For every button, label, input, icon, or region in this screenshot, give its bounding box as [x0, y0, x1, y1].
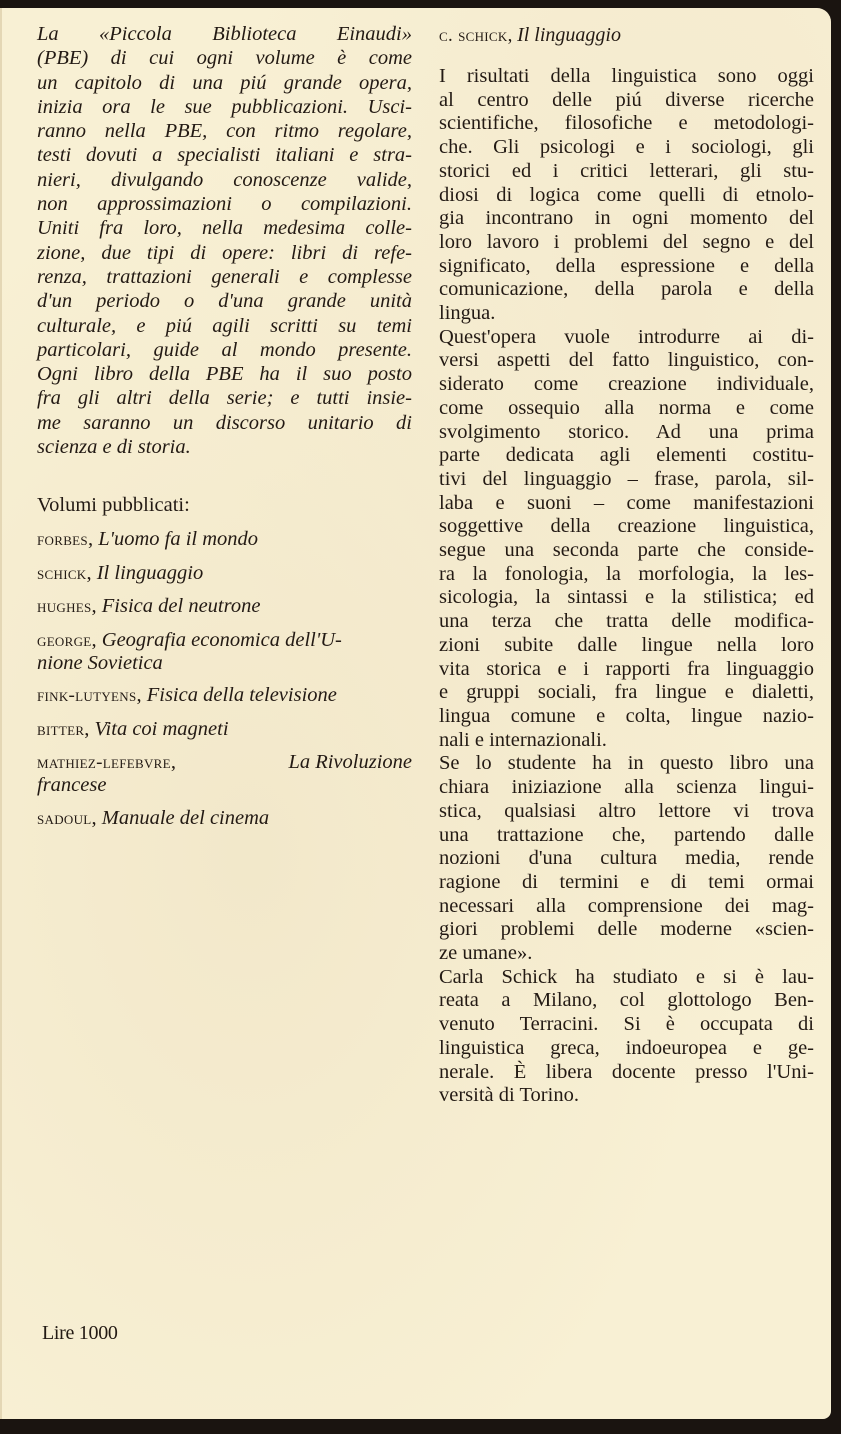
description-line: Carla Schick ha studiato e si è lau- [439, 965, 814, 988]
description-line: nerale. È libera docente presso l'Uni- [439, 1060, 814, 1083]
book-header: c. schick, Il linguaggio [439, 24, 621, 46]
intro-line: d'un periodo o d'una grande unità [37, 290, 412, 313]
intro-line: non approssimazioni o compilazioni. [37, 193, 412, 216]
book-back-cover [0, 8, 831, 1419]
volume-title: Manuale del cinema [101, 806, 270, 829]
intro-line: Ogni libro della PBE ha il suo posto [37, 363, 412, 386]
intro-line: (PBE) di cui ogni volume è come [37, 47, 412, 70]
description-line: necessari alla comprensione dei mag- [439, 894, 814, 917]
description-line: e gruppi sociali, fra lingue e dialetti, [439, 681, 814, 704]
volume-author: hughes [37, 596, 92, 618]
description-line: chiara iniziazione alla scienza lingui- [439, 776, 814, 799]
volume-author: bitter [37, 718, 85, 740]
description-line: una terza che tratta delle modifica- [439, 610, 814, 633]
intro-line: nieri, divulgando conoscenze valide, [37, 168, 412, 191]
description-line: loro lavoro i problemi del segno e del [439, 230, 814, 253]
description-line: parte dedicata agli elementi costitu- [439, 444, 814, 467]
book-title: Il linguaggio [517, 24, 621, 46]
volume-title: Il linguaggio [96, 561, 204, 584]
description-line: gia incontrano in ogni momento del [439, 207, 814, 230]
description-line: comunicazione, della parola e della [439, 278, 814, 301]
description-line: nali e internazionali. [439, 728, 607, 751]
intro-line: inizia ora le sue pubblicazioni. Usci- [37, 95, 412, 118]
intro-line: Uniti fra loro, nella medesima colle- [37, 217, 412, 240]
description-line: soggettive della creazione linguistica, [439, 515, 814, 538]
volume-item: fink-lutyens, Fisica della televisione [37, 684, 337, 707]
volume-author: schick [37, 562, 87, 584]
description-line: siderato come creazione individuale, [439, 373, 814, 396]
description-line: lingua. [439, 302, 496, 325]
volume-title: La Rivoluzione [288, 751, 412, 774]
intro-line: ranno nella PBE, con ritmo regolare, [37, 120, 412, 143]
description-line: storici ed i critici letterari, gli stu- [439, 159, 814, 182]
volume-title: L'uomo fa il mondo [98, 528, 259, 551]
volume-title-continued: nione Sovietica [37, 651, 163, 674]
description-line: lingua comune e colta, lingue nazio- [439, 704, 814, 727]
description-line: ra la fonologia, la morfologia, la les- [439, 562, 814, 585]
description-line: zioni subite dalle lingue nella loro [439, 633, 814, 656]
volume-title: Fisica del neutrone [101, 595, 261, 618]
description-line: significato, della espressione e della [439, 254, 814, 277]
volume-title: Vita coi magneti [94, 717, 229, 740]
intro-line: me saranno un discorso unitario di [37, 411, 412, 434]
intro-line: un capitolo di una piú grande opera, [37, 71, 412, 94]
description-line: nozioni d'una cultura media, rende [439, 847, 814, 870]
description-line: I risultati della linguistica sono oggi [439, 65, 814, 87]
volume-author: forbes [37, 529, 88, 551]
book-description [439, 65, 814, 1108]
description-line: linguistica greca, indoeuropea e ge- [439, 1036, 814, 1059]
intro-line: testi dovuti a specialisti italiani e stra- [37, 144, 412, 167]
intro-line: fra gli altri della serie; e tutti insie- [37, 387, 412, 410]
description-line: al centro delle piú diverse ricerche [439, 88, 814, 111]
series-intro [37, 22, 412, 459]
volume-author: sadoul [37, 807, 92, 829]
description-line: che. Gli psicologi e i sociologi, gli [439, 136, 814, 159]
description-line: vita storica e i rapporti fra linguaggio [439, 657, 814, 680]
volume-item: schick, Il linguaggio [37, 561, 204, 584]
description-line: laba e suoni – come manifestazioni [439, 491, 814, 514]
volume-author: mathiez-lefebvre [37, 752, 171, 774]
description-line: ragione di termini e di temi ormai [439, 870, 814, 893]
intro-line: particolari, guide al mondo presente. [37, 338, 412, 361]
description-line: segue una seconda parte che conside- [439, 539, 814, 562]
volume-title: Geografia economica dell'U- [101, 628, 342, 651]
left-column [37, 22, 412, 840]
volume-item: bitter, Vita coi magneti [37, 717, 229, 740]
volume-title: Fisica della televisione [146, 684, 337, 707]
description-line: Quest'opera vuole introdurre ai di- [439, 325, 814, 348]
published-volumes-list [37, 528, 412, 830]
volume-item: hughes, Fisica del neutrone [37, 595, 261, 618]
volume-item: forbes, L'uomo fa il mondo [37, 528, 259, 551]
volume-author: george [37, 629, 92, 651]
description-line: giori problemi delle moderne «scien- [439, 918, 814, 941]
published-heading: Volumi pubblicati: [37, 494, 190, 517]
right-column [439, 22, 814, 1108]
description-line: stica, qualsiasi altro lettore vi trova [439, 799, 814, 822]
volume-title-continued: francese [37, 774, 107, 797]
volume-author: fink-lutyens [37, 685, 137, 707]
description-line: reata a Milano, col glottologo Ben- [439, 989, 814, 1012]
description-line: ze umane». [439, 942, 533, 965]
description-line: scientifiche, filosofiche e metodologi- [439, 112, 814, 135]
description-line: sicologia, la sintassi e la stilistica; ed [439, 586, 814, 609]
description-line: diosi di logica come quelli di etnolo- [439, 183, 814, 206]
volume-item: sadoul, Manuale del cinema [37, 806, 270, 829]
description-line: come ossequio alla norma e come [439, 396, 814, 419]
description-line: una trattazione che, partendo dalle [439, 823, 814, 846]
description-line: versi aspetti del fatto linguistico, con- [439, 349, 814, 372]
description-line: versità di Torino. [439, 1084, 579, 1107]
volume-item: mathiez-lefebvre, La Rivoluzione francese [37, 751, 412, 797]
description-line: tivi del linguaggio – frase, parola, sil- [439, 467, 814, 490]
book-author: c. schick [439, 25, 508, 46]
description-line: Se lo studente ha in questo libro una [439, 752, 814, 775]
description-line: svolgimento storico. Ad una prima [439, 420, 814, 443]
price-label: Lire 1000 [42, 1322, 118, 1344]
intro-line: La «Piccola Biblioteca Einaudi» [37, 23, 412, 45]
intro-line: scienza e di storia. [37, 436, 191, 459]
intro-line: zione, due tipi di opere: libri di refe- [37, 241, 412, 264]
description-line: venuto Terracini. Si è occupata di [439, 1013, 814, 1036]
volume-item: george, Geografia economica dell'U- nione Sovietica [37, 628, 342, 674]
intro-line: renza, trattazioni generali e complesse [37, 265, 412, 288]
intro-line: culturale, e piú agili scritti su temi [37, 314, 412, 337]
